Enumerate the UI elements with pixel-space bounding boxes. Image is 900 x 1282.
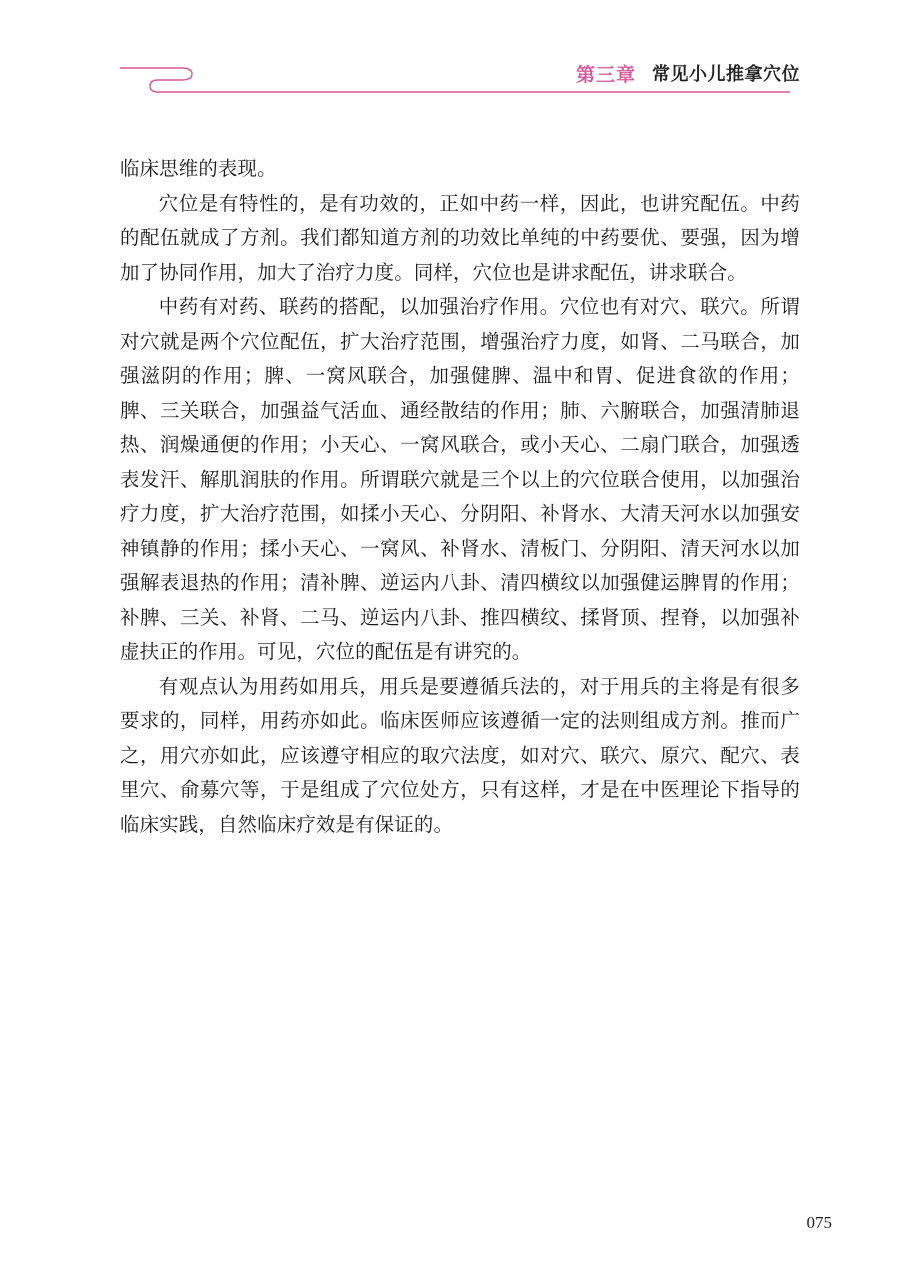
body-text [120, 152, 800, 842]
page-number: 075 [806, 1213, 832, 1232]
page-header [0, 0, 900, 100]
paragraph: 穴位是有特性的，是有功效的，正如中药一样，因此，也讲究配伍。中药的配伍就成了方剂。我们都知道方剂的功效比单纯的中药要优、要强，因为增加了协同作用，加大了治疗力度。同样，穴位也是讲求配伍，讲求联合。 [120, 191, 800, 284]
chapter-title: 常见小儿推拿穴位 [652, 64, 800, 85]
paragraph: 有观点认为用药如用兵，用兵是要遵循兵法的，对于用兵的主将是有很多要求的，同样，用药亦如此。临床医师应该遵循一定的法则组成方剂。推而广之，用穴亦如此，应该遵守相应的取穴法度，如对穴、联穴、原穴、配穴、表里穴、俞募穴等，于是组成了穴位处方，只有这样，才是在中医理论下指导的临床实践，自然临床疗效是有保证的。 [120, 674, 800, 836]
paragraph: 中药有对药、联药的搭配，以加强治疗作用。穴位也有对穴、联穴。所谓对穴就是两个穴位配伍，扩大治疗范围，增强治疗力度，如肾、二马联合，加强滋阴的作用；脾、一窝风联合，加强健脾、温中和胃、促进食欲的作用；脾、三关联合，加强益气活血、通经散结的作用；肺、六腑联合，加强清肺退热、润燥通便的作用；小天心、一窝风联合，或小天心、二扇门联合，加强透表发汗、解肌润肤的作用。所谓联穴就是三个以上的穴位联合使用，以加强治疗力度，扩大治疗范围，如揉小天心、分阴阳、补肾水、大清天河水以加强安神镇静的作用；揉小天心、一窝风、补肾水、清板门、分阴阳、清天河水以加强解表退热的作用；清补脾、逆运内八卦、清四横纹以加强健运脾胃的作用；补脾、三关、补肾、二马、逆运内八卦、推四横纹、揉肾顶、捏脊，以加强补虚扶正的作用。可见，穴位的配伍是有讲究的。 [120, 295, 800, 663]
chapter-label: 第三章 [576, 64, 637, 86]
paragraph: 临床思维的表现。 [120, 157, 277, 180]
